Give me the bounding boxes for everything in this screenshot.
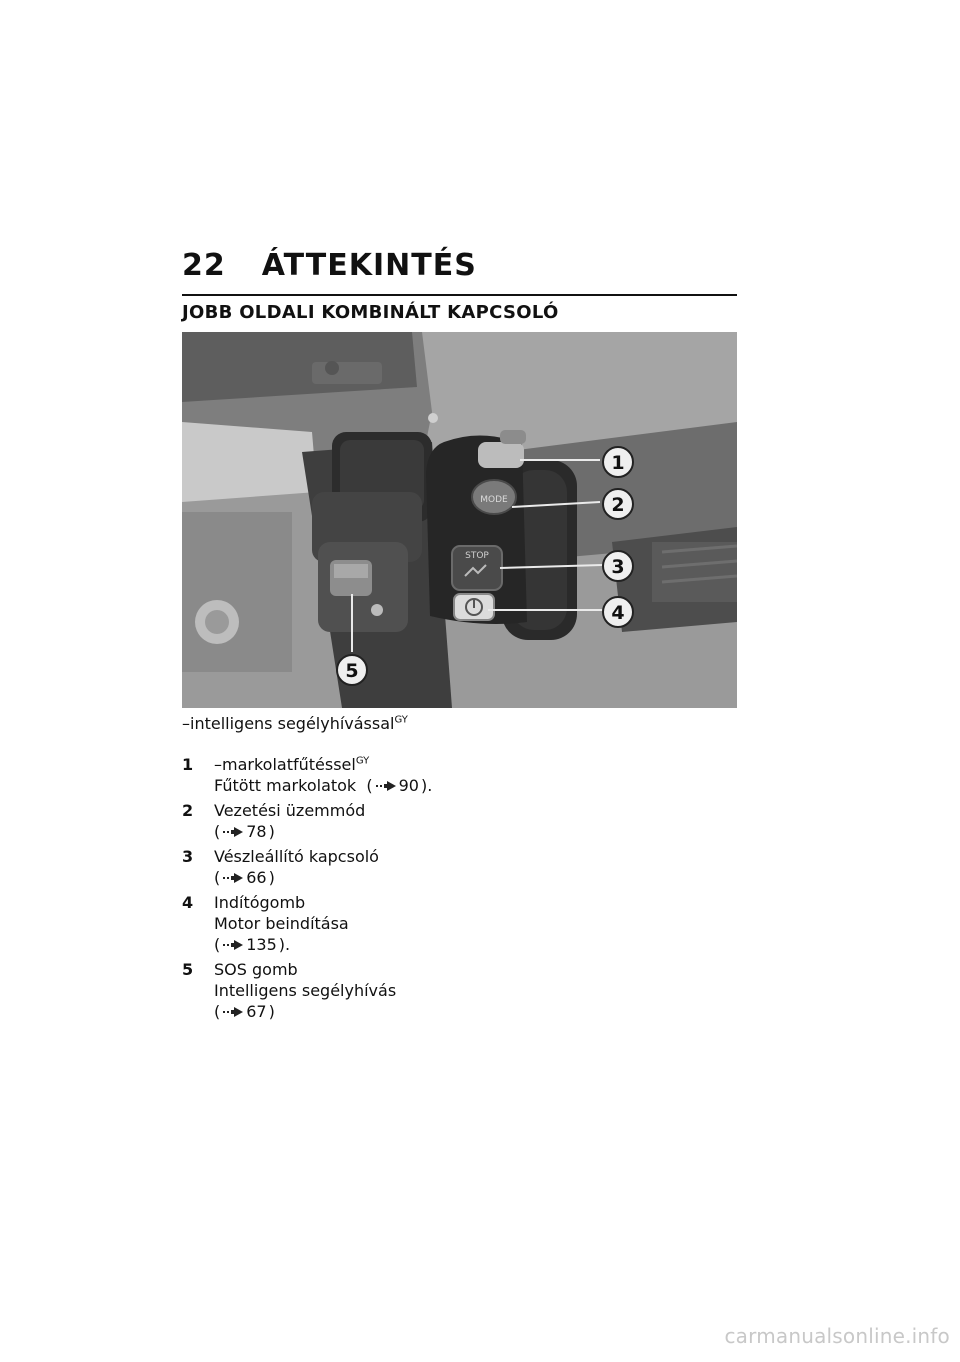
item-title: –markolatfűtéssel xyxy=(214,755,356,774)
intro-note xyxy=(182,714,408,733)
list-item xyxy=(182,959,582,1022)
page-reference-arrow-icon xyxy=(222,1006,244,1018)
callout-4 xyxy=(603,597,633,627)
list-item xyxy=(182,892,582,955)
item-title: Vészleállító kapcsoló xyxy=(214,847,379,866)
intro-sup: GY xyxy=(394,714,408,726)
callout-1 xyxy=(603,447,633,477)
legend-list xyxy=(182,754,582,1026)
mode-button-label: MODE xyxy=(480,495,508,505)
item-title: Vezetési üzemmód xyxy=(214,801,366,820)
item-number: 3 xyxy=(182,847,194,866)
callout-2 xyxy=(603,489,633,519)
item-title: SOS gomb xyxy=(214,960,298,979)
item-subtitle: Fűtött markolatok xyxy=(214,776,357,795)
handlebar-illustration xyxy=(182,332,737,708)
chapter-header xyxy=(182,248,477,283)
page-number: 22 xyxy=(182,248,226,283)
svg-text:4: 4 xyxy=(611,602,625,624)
page-reference[interactable]: ( 78 ) xyxy=(214,822,275,841)
callout-5 xyxy=(337,655,367,685)
svg-text:2: 2 xyxy=(611,494,625,516)
page-reference[interactable]: ( 67 ) xyxy=(214,1002,275,1021)
item-number: 2 xyxy=(182,801,194,820)
intro-text: –intelligens segélyhívással xyxy=(182,714,395,733)
page-reference-arrow-icon xyxy=(222,826,244,838)
page-reference[interactable]: ( 90 ). xyxy=(361,776,433,795)
item-title-sup: GY xyxy=(355,755,370,767)
chapter-title: ÁTTEKINTÉS xyxy=(261,248,477,283)
callout-3 xyxy=(603,551,633,581)
list-item xyxy=(182,846,582,888)
handlebar-switch-figure xyxy=(182,332,737,708)
header-rule xyxy=(182,294,737,296)
item-number: 1 xyxy=(182,755,194,774)
section-title: JOBB OLDALI KOMBINÁLT KAPCSOLÓ xyxy=(182,302,559,323)
svg-text:5: 5 xyxy=(345,660,359,682)
svg-text:3: 3 xyxy=(611,556,625,578)
list-item xyxy=(182,800,582,842)
svg-text:1: 1 xyxy=(611,452,625,474)
watermark: carmanualsonline.info xyxy=(724,1324,950,1348)
item-number: 4 xyxy=(182,893,194,912)
page-reference-arrow-icon xyxy=(375,780,397,792)
item-title: Indítógomb xyxy=(214,893,306,912)
page-reference-arrow-icon xyxy=(222,939,244,951)
item-number: 5 xyxy=(182,960,194,979)
page-reference-arrow-icon xyxy=(222,872,244,884)
stop-switch-label: STOP xyxy=(465,551,489,561)
page-reference[interactable]: ( 135 ). xyxy=(214,935,291,954)
item-subtitle: Motor beindítása xyxy=(214,914,349,933)
page-reference[interactable]: ( 66 ) xyxy=(214,868,275,887)
list-item xyxy=(182,754,582,796)
item-subtitle: Intelligens segélyhívás xyxy=(214,981,397,1000)
